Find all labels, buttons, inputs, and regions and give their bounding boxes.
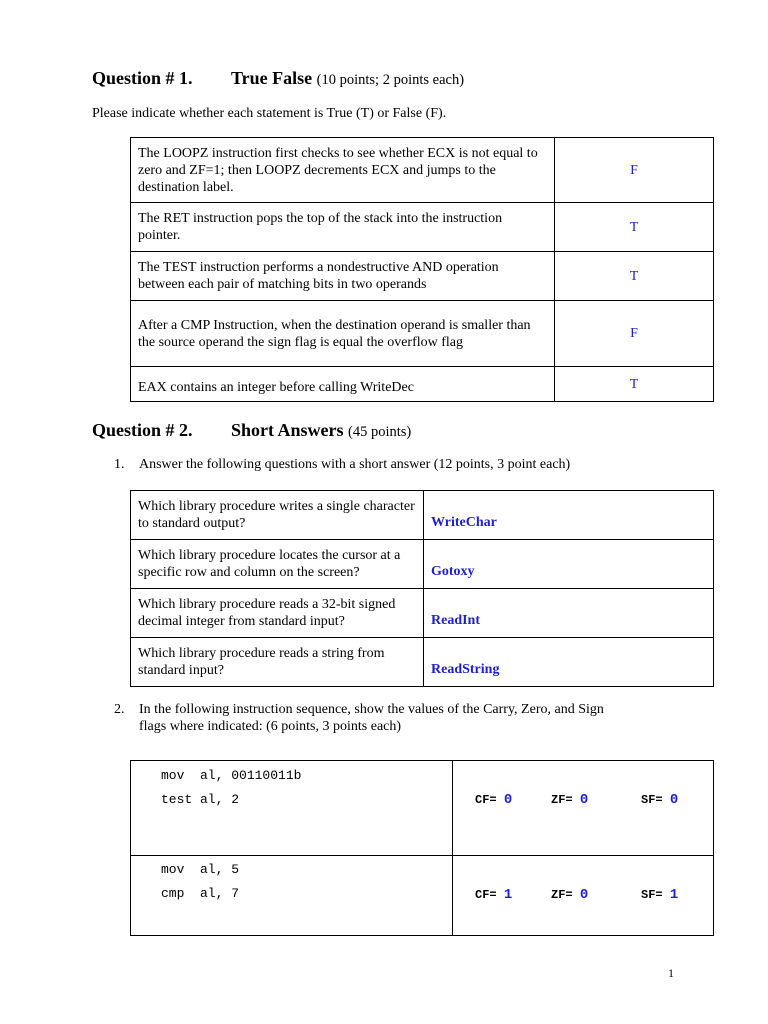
table-row (131, 856, 714, 936)
table-row (131, 540, 714, 589)
flags-row (475, 887, 678, 904)
question-cell: Which library procedure reads a string from standard input? (131, 638, 424, 687)
carry-flag (475, 792, 551, 809)
carry-flag (475, 887, 551, 904)
carry-flag-value: 0 (503, 792, 513, 808)
question-1-title: True False (231, 68, 313, 88)
question-1-heading (92, 68, 464, 89)
table-row (131, 203, 714, 252)
code-line: mov al, 5 (161, 862, 240, 877)
question-2-title: Short Answers (231, 420, 344, 440)
table-row (131, 367, 714, 402)
flags-cell (453, 856, 714, 936)
table-row (131, 638, 714, 687)
table-row (131, 138, 714, 203)
sign-flag-label: SF= (641, 793, 663, 807)
code-line: mov al, 00110011b (161, 768, 302, 783)
table-row (131, 301, 714, 367)
zero-flag-value: 0 (579, 792, 589, 808)
question-cell: Which library procedure reads a 32-bit signed decimal integer from standard input? (131, 589, 424, 638)
statement-cell: The TEST instruction performs a nondestructive AND operation between each pair of matching bits in two operands (131, 252, 555, 301)
part-1-text: Answer the following questions with a short answer (12 points, 3 point each) (139, 457, 571, 472)
part-2-text-line-2: flags where indicated: (6 points, 3 points each) (139, 719, 402, 734)
table-row (131, 589, 714, 638)
part-1-label: 1. (114, 457, 125, 472)
answer-cell: T (555, 367, 714, 402)
table-row (131, 252, 714, 301)
table-row (131, 761, 714, 856)
answer-cell: T (555, 252, 714, 301)
answer-cell: Gotoxy (424, 540, 714, 589)
code-line: test al, 2 (161, 792, 240, 807)
short-answer-table (130, 490, 714, 687)
sign-flag-value: 0 (669, 792, 679, 808)
question-2-number: Question # 2. (92, 420, 193, 440)
carry-flag-label: CF= (475, 888, 497, 902)
statement-cell: The LOOPZ instruction first checks to see whether ECX is not equal to zero and ZF=1; then LOOPZ decrements ECX and jumps to the destination label. (131, 138, 555, 203)
zero-flag-value: 0 (579, 887, 589, 903)
question-2-heading (92, 420, 411, 441)
flags-cell (453, 761, 714, 856)
code-cell (131, 761, 453, 856)
question-2-points: (45 points) (348, 424, 412, 440)
table-row (131, 491, 714, 540)
code-line: cmp al, 7 (161, 886, 240, 901)
zero-flag (551, 887, 641, 904)
answer-cell: ReadString (424, 638, 714, 687)
answer-cell: F (555, 301, 714, 367)
answer-cell: WriteChar (424, 491, 714, 540)
statement-cell: The RET instruction pops the top of the stack into the instruction pointer. (131, 203, 555, 252)
carry-flag-label: CF= (475, 793, 497, 807)
statement-cell: After a CMP Instruction, when the destination operand is smaller than the source operand the sign flag is equal the overflow flag (131, 301, 555, 367)
carry-flag-value: 1 (503, 887, 513, 903)
true-false-table (130, 137, 714, 402)
statement-cell: EAX contains an integer before calling WriteDec (131, 367, 555, 402)
answer-cell: T (555, 203, 714, 252)
zero-flag-label: ZF= (551, 793, 573, 807)
part-2-label: 2. (114, 702, 125, 717)
sign-flag (641, 792, 678, 809)
flags-row (475, 792, 678, 809)
code-cell (131, 856, 453, 936)
sign-flag-label: SF= (641, 888, 663, 902)
sign-flag-value: 1 (669, 887, 679, 903)
question-1-instruction: Please indicate whether each statement is True (T) or False (F). (92, 106, 447, 121)
question-1-points: (10 points; 2 points each) (316, 72, 465, 88)
question-cell: Which library procedure locates the cursor at a specific row and column on the screen? (131, 540, 424, 589)
part-2-text-line-1: In the following instruction sequence, show the values of the Carry, Zero, and Sign (139, 702, 604, 717)
question-1-number: Question # 1. (92, 68, 193, 88)
answer-cell: F (555, 138, 714, 203)
question-cell: Which library procedure writes a single character to standard output? (131, 491, 424, 540)
sign-flag (641, 887, 678, 904)
answer-cell: ReadInt (424, 589, 714, 638)
zero-flag-label: ZF= (551, 888, 573, 902)
flags-table (130, 760, 714, 936)
zero-flag (551, 792, 641, 809)
page-number: 1 (668, 966, 674, 980)
